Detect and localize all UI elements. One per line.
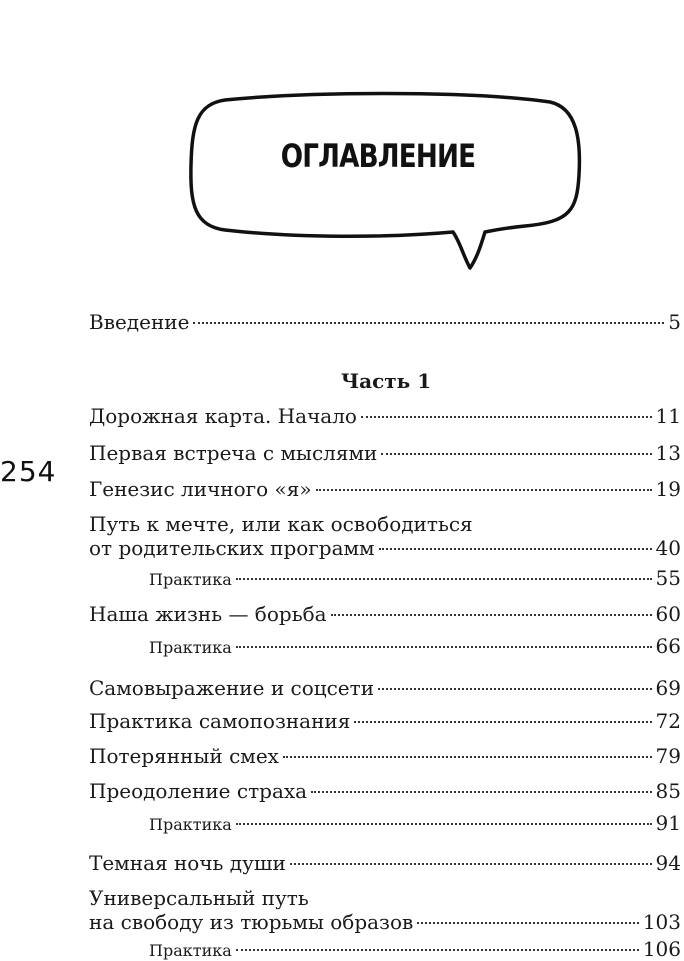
leader-dots: [283, 756, 652, 758]
subentry-title: Практика: [149, 638, 232, 657]
leader-dots: [417, 922, 639, 924]
leader-dots: [354, 721, 651, 723]
toc-entry[interactable]: [89, 851, 681, 875]
entry-page: 66: [655, 634, 681, 658]
entry-page: 13: [655, 441, 681, 465]
entry-title-line2: от родительских программ: [89, 536, 375, 560]
entry-title: Практика самопознания: [89, 709, 351, 733]
leader-dots: [290, 863, 652, 865]
toc-entry[interactable]: [89, 477, 681, 501]
toc-entry[interactable]: [89, 441, 681, 465]
leader-dots: [236, 823, 652, 825]
speech-bubble: [185, 80, 585, 280]
entry-title: Введение: [89, 310, 190, 334]
page-number: 254: [0, 455, 57, 488]
leader-dots: [236, 949, 639, 951]
entry-title: Дорожная карта. Начало: [89, 404, 357, 428]
speech-bubble-outline: [185, 80, 585, 280]
entry-page: 103: [642, 910, 681, 934]
toc-subentry[interactable]: [149, 937, 681, 961]
toc-entry[interactable]: [89, 404, 681, 428]
entry-title: Потерянный смех: [89, 744, 279, 768]
entry-title-line1: Путь к мечте, или как освободиться: [89, 512, 473, 536]
entry-page: 69: [655, 676, 681, 700]
entry-page: 85: [655, 779, 681, 803]
entry-page: 106: [642, 937, 681, 961]
entry-page: 79: [655, 744, 681, 768]
toc-entry-intro[interactable]: [89, 310, 681, 334]
toc-entry[interactable]: [89, 709, 681, 733]
entry-page: 11: [655, 404, 681, 428]
leader-dots: [331, 614, 652, 616]
toc-subentry[interactable]: [149, 811, 681, 835]
toc-entry[interactable]: [89, 779, 681, 803]
entry-page: 5: [668, 310, 681, 334]
leader-dots: [236, 646, 652, 648]
entry-title: Наша жизнь — борьба: [89, 602, 327, 626]
leader-dots: [236, 578, 652, 580]
entry-page: 19: [655, 477, 681, 501]
entry-page: 72: [655, 709, 681, 733]
entry-page: 60: [655, 602, 681, 626]
entry-page: 94: [655, 851, 681, 875]
leader-dots: [378, 688, 652, 690]
part-heading: Часть 1: [340, 369, 432, 393]
toc-subentry[interactable]: [149, 634, 681, 658]
entry-title: Самовыражение и соцсети: [89, 676, 375, 700]
leader-dots: [379, 548, 652, 550]
subentry-title: Практика: [149, 815, 232, 834]
leader-dots: [381, 453, 651, 455]
subentry-title: Практика: [149, 941, 232, 960]
toc-entry[interactable]: [89, 676, 681, 700]
entry-title-line2: на свободу из тюрьмы образов: [89, 910, 414, 934]
leader-dots: [361, 416, 652, 418]
toc-entry[interactable]: [89, 512, 681, 560]
toc-entry[interactable]: [89, 744, 681, 768]
toc-subentry[interactable]: [149, 566, 681, 590]
entry-title: Генезис личного «я»: [89, 477, 312, 501]
entry-title: Первая встреча с мыслями: [89, 441, 378, 465]
leader-dots: [316, 489, 652, 491]
toc-entry[interactable]: [89, 886, 681, 934]
entry-title: Темная ночь души: [89, 851, 286, 875]
leader-dots: [311, 791, 651, 793]
toc-heading: ОГЛАВЛЕНИЕ: [280, 137, 476, 175]
subentry-title: Практика: [149, 570, 232, 589]
entry-title: Преодоление страха: [89, 779, 308, 803]
entry-page: 40: [655, 536, 681, 560]
entry-title-line1: Универсальный путь: [89, 886, 309, 910]
entry-page: 55: [655, 566, 681, 590]
toc-entry[interactable]: [89, 602, 681, 626]
leader-dots: [193, 322, 664, 324]
entry-page: 91: [655, 811, 681, 835]
